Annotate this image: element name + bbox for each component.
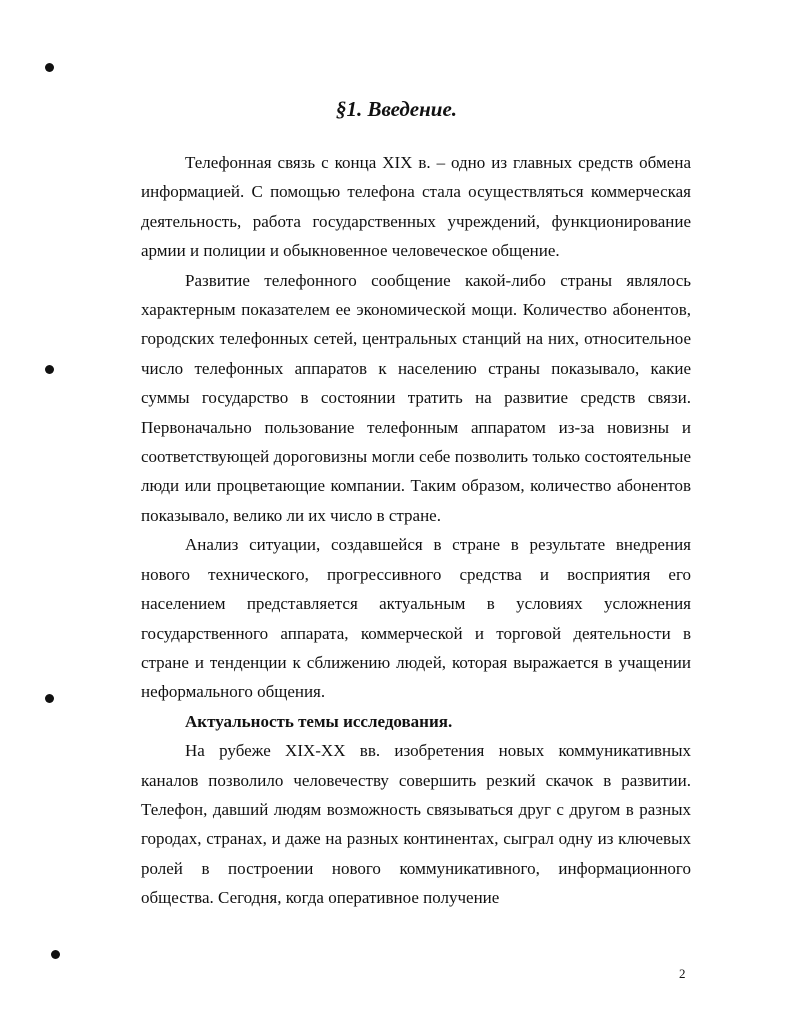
binding-hole-mark (45, 365, 54, 374)
binding-hole-mark (51, 950, 60, 959)
section-heading: Актуальность темы исследования. (185, 711, 453, 731)
page-title: §1. Введение. (335, 97, 458, 121)
paragraph: На рубеже XIX-XX вв. изобретения новых коммуникативных каналов позволило человечеству совершить резкий скачок в развитии. Телефон, давший людям возможность связываться друг с другом в разных городах, странах, и даже на разных континентах, сыграл одну из ключевых ролей в построении нового коммуникативного, информационного общества. Сегодня, когда оперативное получение (141, 741, 691, 908)
binding-hole-mark (45, 63, 54, 72)
page-number: 2 (679, 966, 686, 981)
document-body (141, 148, 691, 913)
paragraph: Телефонная связь с конца XIX в. – одно из главных средств обмена информацией. С помощью телефона стала осуществляться коммерческая деятельность, работа государственных учреждений, функционирование армии и полиции и обыкновенное человеческое общение. (141, 153, 691, 261)
binding-hole-mark (45, 694, 54, 703)
paragraph: Развитие телефонного сообщение какой-либо страны являлось характерным показателем ее экономической мощи. Количество абонентов, городских телефонных сетей, центральных станций на них, относительное число телефонных аппаратов к населению страны показывало, какие суммы государство в состоянии тратить на развитие средств связи. Первоначально пользование телефонным аппаратом из-за новизны и соответствующей дороговизны могли себе позволить только состоятельные люди или процветающие компании. Таким образом, количество абонентов показывало, велико ли их число в стране. (141, 270, 691, 525)
paragraph: Анализ ситуации, создавшейся в стране в результате внедрения нового технического, прогрессивного средства и восприятия его населением представляется актуальным в условиях усложнения государственного аппарата, коммерческой и торговой деятельности в стране и тенденции к сближению людей, которая выражается в учащении неформального общения. (141, 535, 691, 702)
